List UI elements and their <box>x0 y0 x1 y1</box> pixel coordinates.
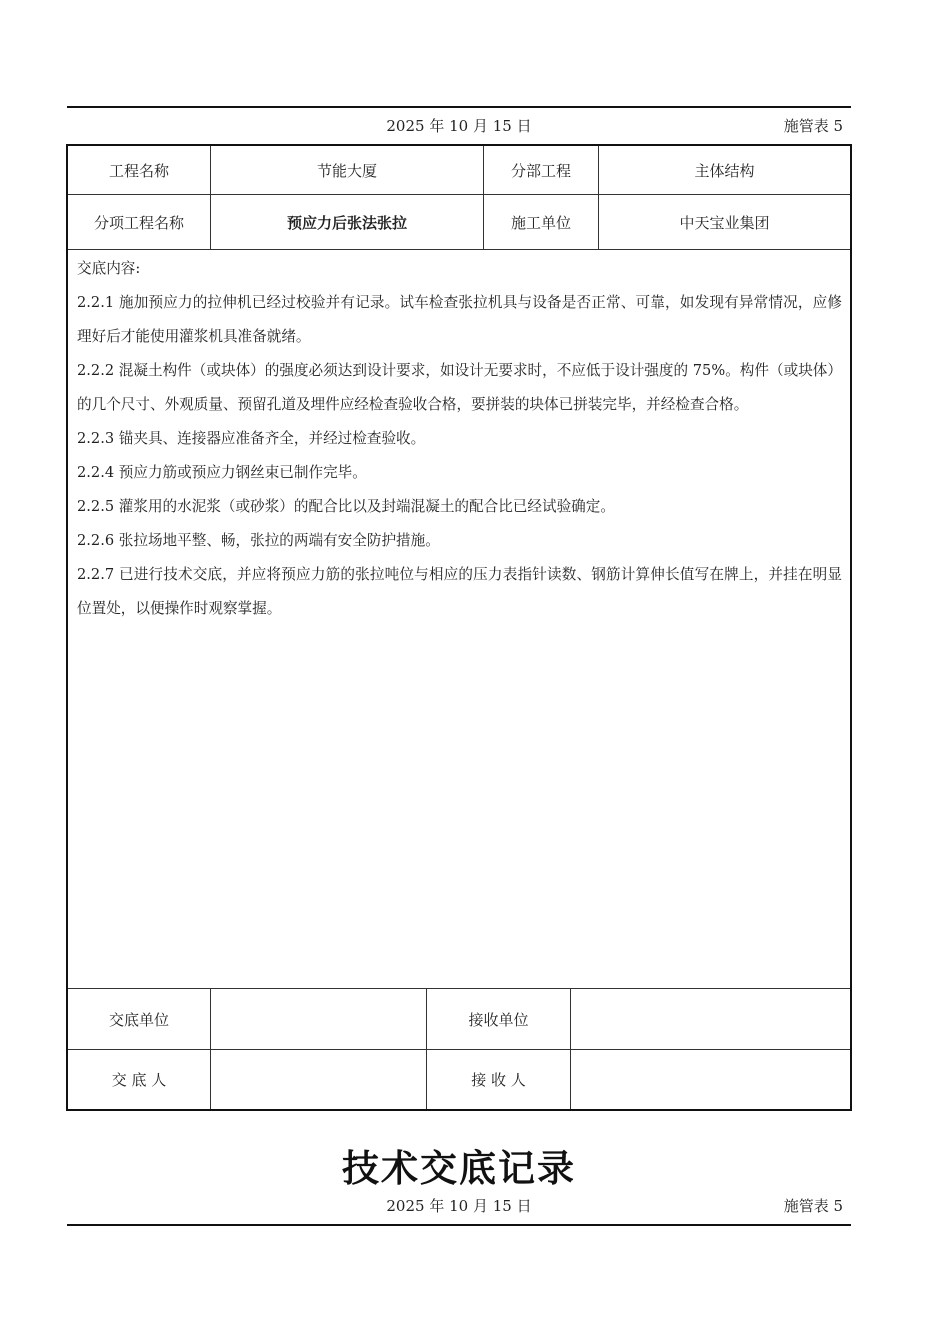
receiver-person-field[interactable] <box>571 1050 850 1109</box>
top-rule <box>67 106 851 108</box>
content-item: 2.2.1 施加预应力的拉伸机已经过校验并有记录。试车检查张拉机具与设备是否正常、可靠，如发现有异常情况，应修理好后才能使用灌浆机具准备就绪。 <box>77 294 842 345</box>
subitem-value: 预应力后张法张拉 <box>286 213 407 232</box>
division-value: 主体结构 <box>694 161 755 180</box>
receiver-unit-label: 接收单位 <box>468 1010 529 1029</box>
issuer-person-label: 交 底 人 <box>111 1071 167 1089</box>
bottom-rule <box>67 1224 851 1226</box>
issuer-unit-label: 交底单位 <box>108 1010 169 1029</box>
contractor-label: 施工单位 <box>510 213 571 232</box>
issuer-unit-field[interactable] <box>211 989 426 1049</box>
header-line <box>67 116 851 136</box>
footer-line <box>67 1196 851 1216</box>
footer-date: 2025 年 10 月 15 日 <box>386 1197 532 1215</box>
content-item: 2.2.6 张拉场地平整、畅，张拉的两端有安全防护措施。 <box>77 532 440 549</box>
issuer-person-field[interactable] <box>211 1050 426 1109</box>
content-item: 2.2.2 混凝土构件（或块体）的强度必须达到设计要求，如设计无要求时，不应低于设计强度的 75%。构件（或块体）的几个尺寸、外观质量、预留孔道及埋件应经检查验收合格，要拼装的块体已拼装完毕，并经检查合格。 <box>77 362 842 413</box>
subitem-label: 分项工程名称 <box>93 213 184 232</box>
grid-line <box>68 249 850 250</box>
footer-form-number: 施管表 5 <box>783 1197 843 1215</box>
disclosure-content <box>77 252 842 626</box>
content-item: 2.2.4 预应力筋或预应力钢丝束已制作完毕。 <box>77 464 367 481</box>
form-sheet <box>66 144 852 1111</box>
contractor-value: 中天宝业集团 <box>679 213 770 232</box>
content-item: 2.2.5 灌浆用的水泥浆（或砂浆）的配合比以及封端混凝土的配合比已经试验确定。 <box>77 498 615 515</box>
header-form-number: 施管表 5 <box>783 117 843 135</box>
division-label: 分部工程 <box>510 161 571 180</box>
header-date: 2025 年 10 月 15 日 <box>386 117 532 135</box>
content-item: 2.2.3 锚夹具、连接器应准备齐全，并经过检查验收。 <box>77 430 426 447</box>
content-heading: 交底内容: <box>77 260 141 277</box>
document-title: 技术交底记录 <box>342 1147 576 1190</box>
project-name-value: 节能大厦 <box>316 161 377 180</box>
content-item: 2.2.7 已进行技术交底，并应将预应力筋的张拉吨位与相应的压力表指针读数、钢筋计算伸长值写在牌上，并挂在明显位置处，以便操作时观察掌握。 <box>77 566 842 617</box>
receiver-unit-field[interactable] <box>571 989 850 1049</box>
receiver-person-label: 接 收 人 <box>471 1071 526 1089</box>
project-name-label: 工程名称 <box>108 161 169 180</box>
